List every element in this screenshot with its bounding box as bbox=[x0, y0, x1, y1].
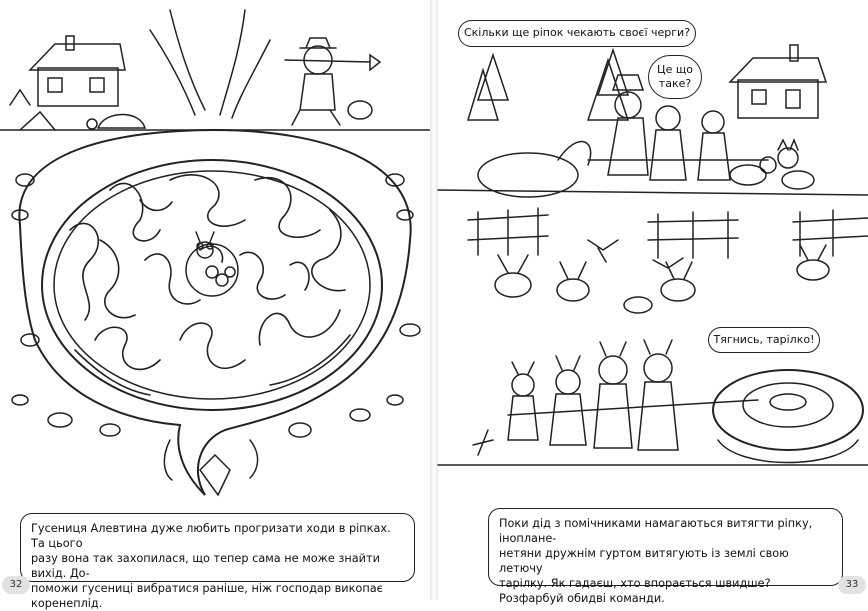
right-page bbox=[438, 0, 868, 605]
right-caption: Поки дід з помічниками намагаються витягти ріпку, іноплане- нетяни дружнім гуртом витягують із землі свою летючу тарілку. Як гадаєш, хто впорається швидше? Розфарбуй обидві команди. bbox=[488, 508, 843, 586]
pine-trees bbox=[468, 55, 508, 120]
tree-branch bbox=[220, 10, 245, 115]
grass-leaves bbox=[10, 90, 55, 130]
cat-dog-drawing bbox=[730, 140, 814, 189]
maze-boundary bbox=[42, 160, 382, 410]
maze-paths bbox=[70, 175, 350, 395]
tug-team-humans bbox=[478, 75, 768, 197]
birds bbox=[588, 240, 683, 268]
maze-boundary-inner bbox=[54, 171, 370, 399]
tug-team-aliens bbox=[473, 340, 758, 455]
tree-branch bbox=[170, 10, 205, 110]
page-number-right: 33 bbox=[838, 576, 866, 594]
flying-saucer-drawing bbox=[713, 370, 863, 463]
left-page bbox=[0, 0, 430, 610]
house-drawing bbox=[730, 45, 826, 118]
left-caption: Гусениця Алевтина дуже любить прогризати ходи в ріпках. Та цього разу вона так захопилася, що тепер сама не може знайти вихід. До- поможи гусениці вибратися раніше, ніж господар викопає коренеплід. bbox=[20, 513, 415, 582]
fences bbox=[468, 208, 868, 258]
field-turnips bbox=[495, 245, 829, 313]
root-tip bbox=[200, 455, 230, 495]
house-drawing bbox=[30, 36, 125, 106]
speech-bubble-question: Скільки ще ріпок чекають своєї черги? bbox=[458, 20, 696, 47]
caterpillar-drawing bbox=[186, 232, 238, 296]
speech-bubble-aliens: Тягнись, тарілко! bbox=[708, 327, 820, 353]
speech-bubble-small: Це що таке? bbox=[648, 55, 702, 99]
page-number-left: 32 bbox=[2, 576, 30, 594]
turtle-drawing bbox=[87, 115, 145, 130]
maze-illustration bbox=[0, 0, 430, 600]
farmer-drawing bbox=[285, 38, 380, 125]
pine-trees bbox=[588, 50, 628, 120]
book-gutter bbox=[430, 0, 438, 600]
